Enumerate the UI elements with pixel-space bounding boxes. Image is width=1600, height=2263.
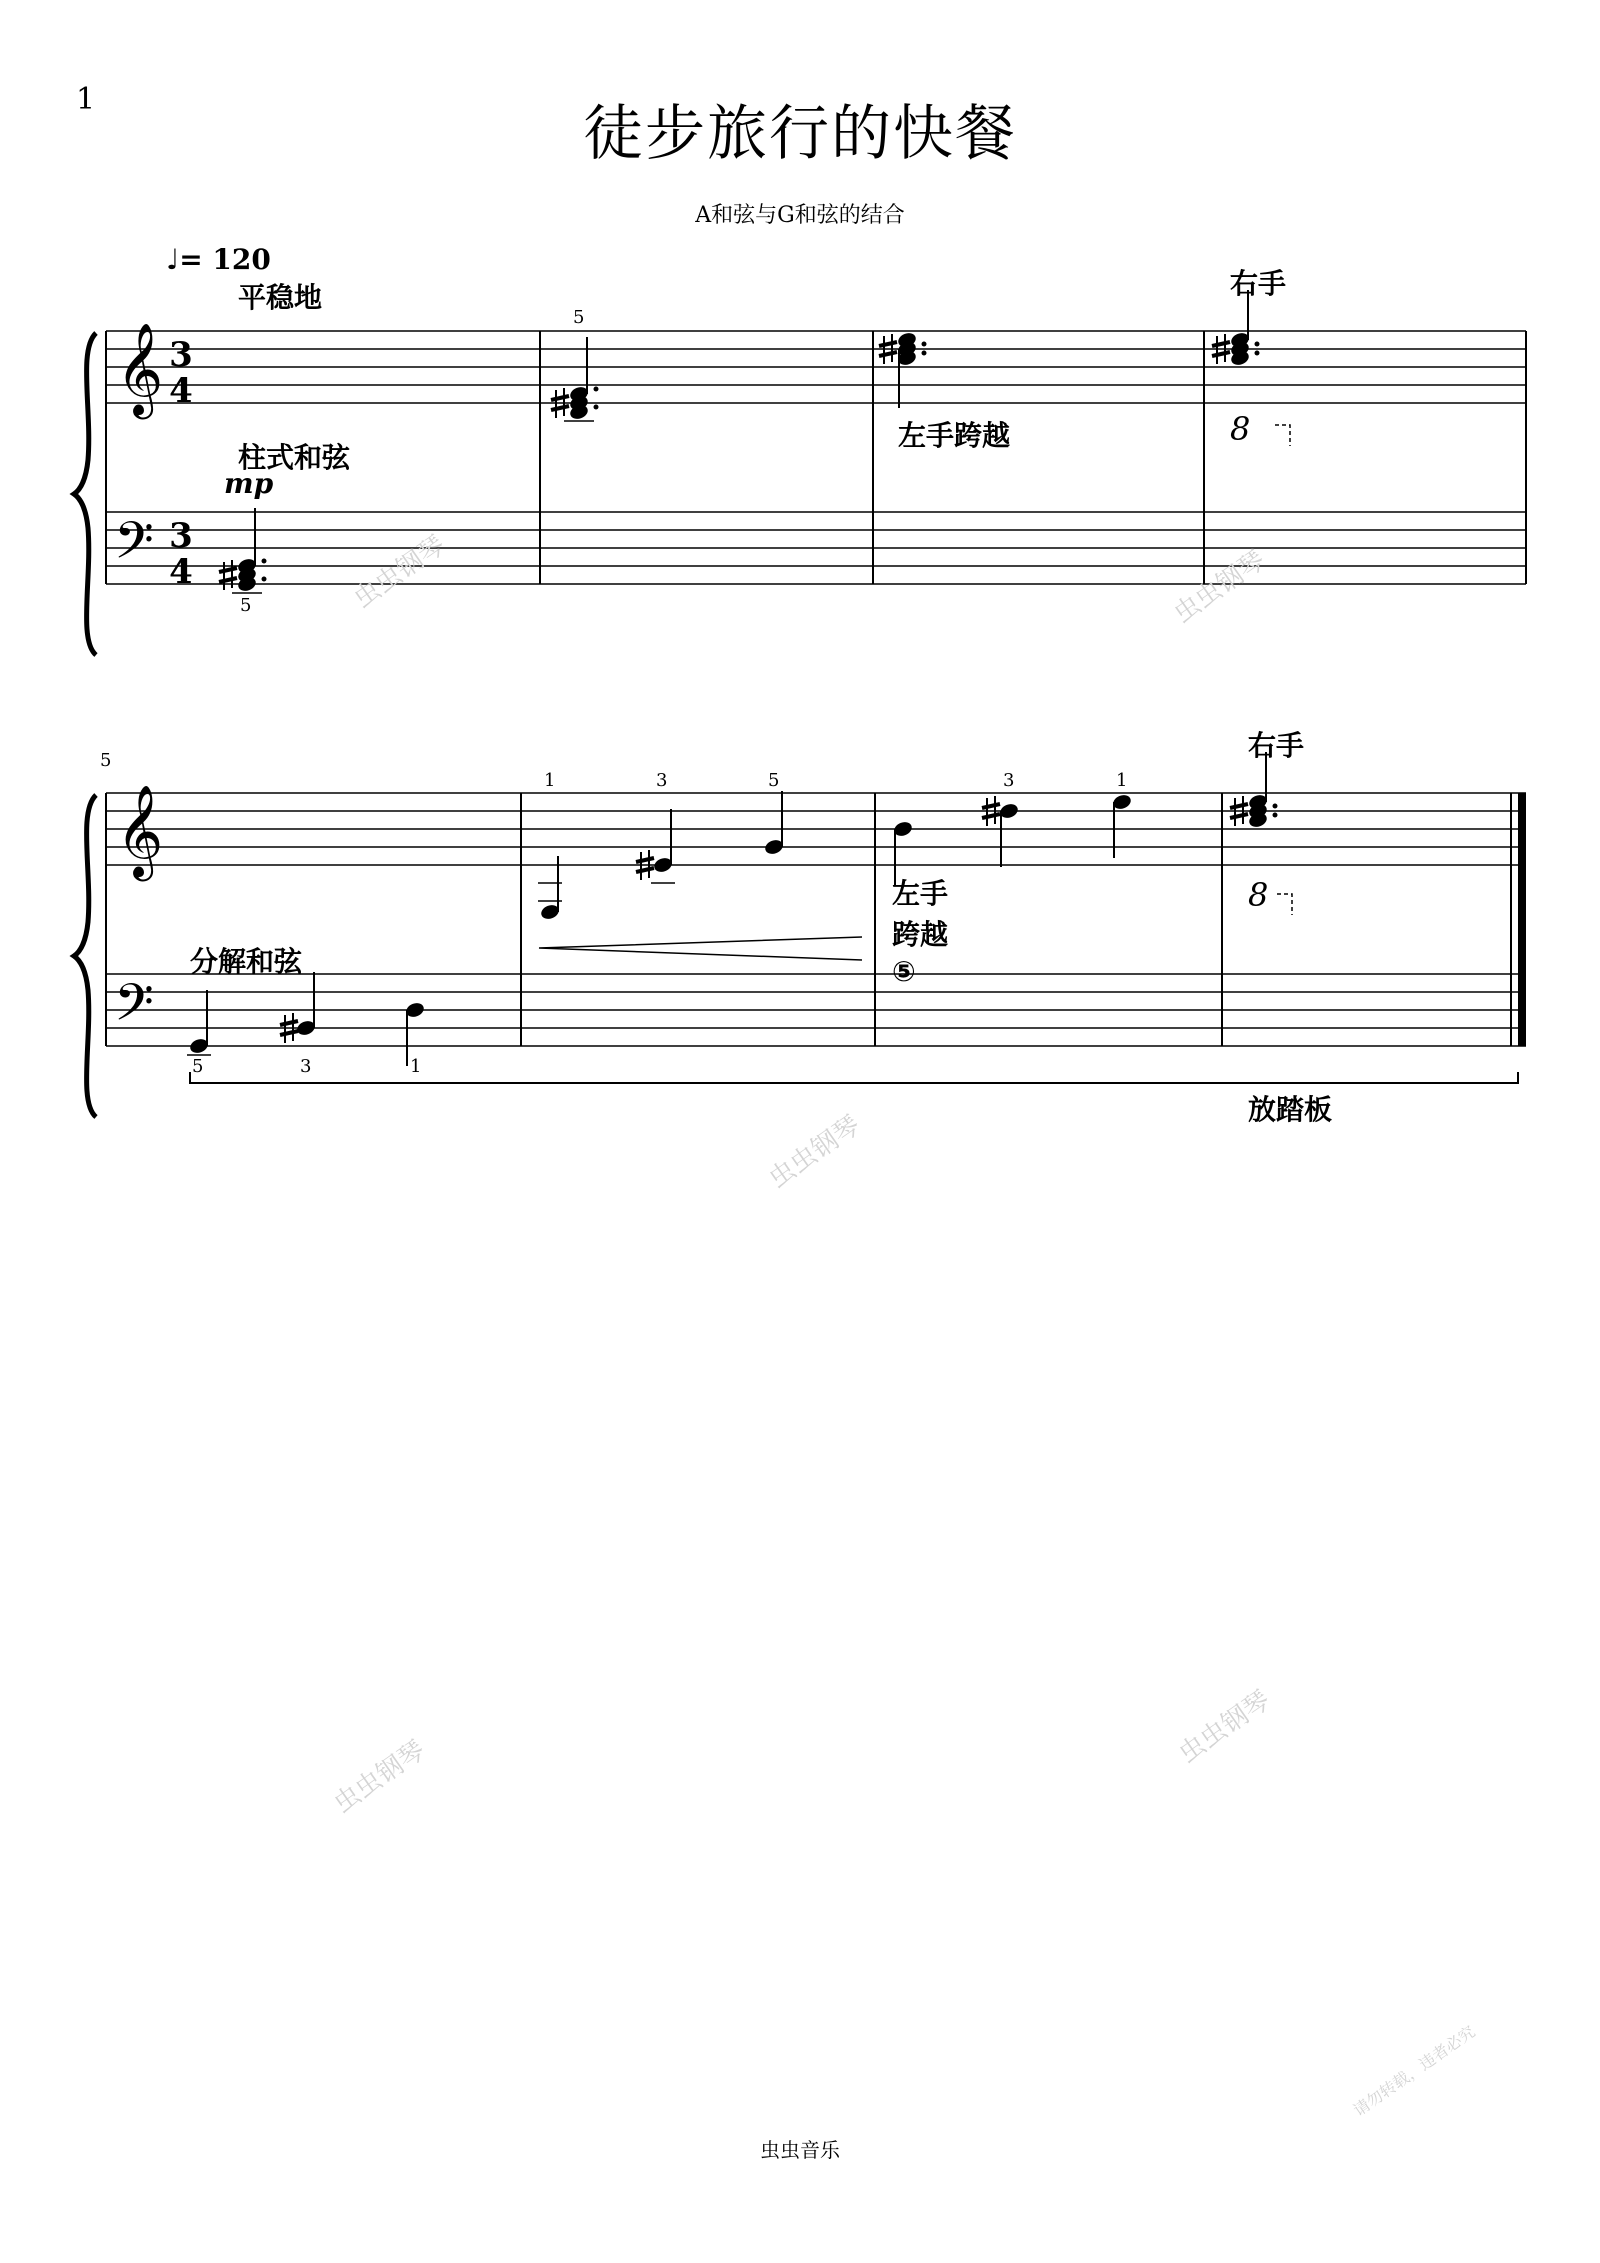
fingering-m1-bass: 5 bbox=[240, 595, 252, 616]
fingering-m6-3: 5 bbox=[768, 770, 780, 791]
fingering-m2-treble: 5 bbox=[573, 307, 585, 328]
ottava-text-1: 8 bbox=[1230, 410, 1251, 448]
fingering-m5-2: 3 bbox=[300, 1056, 312, 1077]
dynamic-marking: mp bbox=[224, 467, 274, 500]
right-hand-text-1: 右手 bbox=[1230, 267, 1287, 300]
final-barline bbox=[1518, 793, 1526, 1046]
watermark-3: 虫虫钢琴 bbox=[763, 1110, 866, 1195]
right-hand-text-2: 右手 bbox=[1248, 729, 1305, 762]
finger-circle-5: ⑤ bbox=[892, 955, 916, 988]
measure-number-5: 5 bbox=[100, 750, 112, 771]
fingering-m6-2: 3 bbox=[656, 770, 668, 791]
technique-text-broken-chord: 分解和弦 bbox=[190, 945, 303, 978]
pedal-bracket bbox=[190, 1072, 1518, 1083]
ts-treble-num: 3 bbox=[169, 335, 193, 375]
m1-bass-chord bbox=[219, 508, 267, 593]
ottava-bracket-2 bbox=[1277, 894, 1292, 915]
fingering-m6-1: 1 bbox=[544, 770, 556, 791]
ottava-text-2: 8 bbox=[1248, 876, 1269, 914]
m3-treble-chord bbox=[879, 331, 927, 408]
grand-staff-brace bbox=[74, 333, 96, 655]
score-title: 徒步旅行的快餐 bbox=[583, 99, 1017, 169]
cross-text-2: 跨越 bbox=[892, 918, 949, 951]
system-1-barlines bbox=[540, 331, 1526, 584]
system-2-treble-staff bbox=[106, 793, 1526, 865]
score-subtitle: A和弦与G和弦的结合 bbox=[695, 203, 905, 228]
watermark-5: 虫虫钢琴 bbox=[1173, 1685, 1276, 1770]
watermark-1: 虫虫钢琴 bbox=[348, 530, 451, 615]
bass-clef-icon: 𝄢 bbox=[114, 510, 154, 583]
grand-staff-brace-2 bbox=[74, 795, 96, 1117]
system-2 bbox=[74, 752, 1526, 1117]
watermark-4: 虫虫钢琴 bbox=[328, 1735, 431, 1820]
expression-text: 平稳地 bbox=[238, 281, 323, 314]
treble-clef-icon: 𝄞 bbox=[116, 322, 164, 415]
page-number: 1 bbox=[76, 82, 96, 117]
left-hand-cross-text: 左手跨越 bbox=[898, 419, 1011, 452]
system-2-bass-staff bbox=[106, 974, 1526, 1046]
fingering-m5-1: 5 bbox=[192, 1056, 204, 1077]
m5-bass-notes bbox=[187, 972, 426, 1066]
crescendo-hairpin bbox=[539, 937, 862, 960]
watermark-2: 虫虫钢琴 bbox=[1168, 545, 1271, 630]
ts-bass-num: 3 bbox=[169, 516, 193, 556]
watermark-notice: 请勿转载，违者必究 bbox=[1349, 2021, 1479, 2121]
system-1-treble-staff bbox=[106, 331, 1526, 403]
technique-text-block-chord: 柱式和弦 bbox=[238, 441, 351, 474]
treble-clef-icon-2: 𝄞 bbox=[116, 784, 164, 877]
fingering-m7-1: 3 bbox=[1003, 770, 1015, 791]
tempo-marking: ♩= 120 bbox=[166, 243, 271, 276]
system-2-barlines bbox=[521, 793, 1511, 1046]
system-1-time-signature bbox=[169, 335, 193, 592]
system-1-bass-staff bbox=[106, 512, 1526, 584]
pedal-release-text: 放踏板 bbox=[1248, 1093, 1333, 1126]
footer-publisher: 虫虫音乐 bbox=[760, 2138, 840, 2162]
bass-clef-icon-2: 𝄢 bbox=[114, 972, 154, 1045]
fingering-m7-2: 1 bbox=[1116, 770, 1128, 791]
left-hand-text-2: 左手 bbox=[892, 877, 949, 910]
ts-treble-den: 4 bbox=[169, 371, 193, 411]
fingering-m5-3: 1 bbox=[410, 1056, 422, 1077]
ts-bass-den: 4 bbox=[169, 552, 193, 592]
ottava-bracket-1 bbox=[1275, 425, 1290, 446]
